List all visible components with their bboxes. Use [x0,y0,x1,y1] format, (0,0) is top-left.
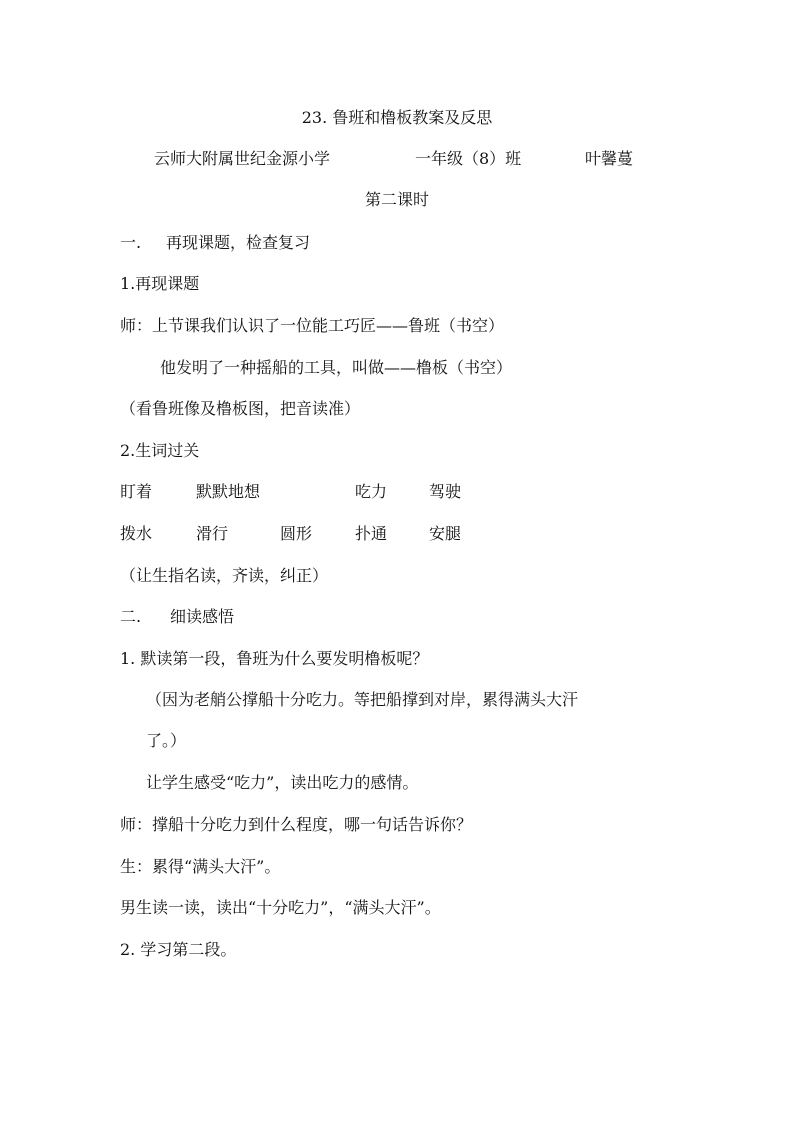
teacher-name: 叶馨蔓 [585,149,634,168]
paragraph-instruction-1: 让学生感受“吃力”，读出吃力的感情。 [146,773,419,792]
section-1-number: 一. [120,233,142,252]
vocab-word: 安腿 [429,524,462,543]
subheading-2: 2.生词过关 [120,441,200,460]
class-name: 一年级（8）班 [415,149,522,168]
vocab-word: 盯着 [120,482,153,501]
subheading-1: 1.再现课题 [120,274,200,293]
answer-1-line-1: （因为老艄公撑船十分吃力。等把船撑到对岸，累得满头大汗 [146,690,579,709]
section-1-heading: 再现课题，检查复习 [166,233,311,252]
paragraph-teacher-2: 他发明了一种摇船的工具，叫做——橹板（书空） [160,358,513,377]
school-name: 云师大附属世纪金源小学 [154,149,331,168]
vocab-word: 扑通 [355,524,388,543]
paragraph-note-2: （让生指名读，齐读，纠正） [120,566,329,585]
section-2-heading: 细读感悟 [170,607,235,626]
session-label: 第二课时 [364,190,429,209]
paragraph-teacher-3: 师：撑船十分吃力到什么程度，哪一句话告诉你？ [120,815,473,834]
vocab-word: 吃力 [355,482,388,501]
section-2-number: 二. [120,607,142,626]
vocab-word: 拨水 [120,524,153,543]
paragraph-teacher-1: 师：上节课我们认识了一位能工巧匠——鲁班（书空） [120,316,505,335]
paragraph-note-1: （看鲁班像及橹板图，把音读准） [120,399,361,418]
vocab-word: 默默地想 [196,482,261,501]
doc-title: 23. 鲁班和橹板教案及反思 [301,108,493,127]
question-2: 2. 学习第二段。 [120,940,237,959]
paragraph-instruction-2: 男生读一读，读出“十分吃力”，“满头大汗”。 [120,898,441,917]
vocab-word: 驾驶 [429,482,462,501]
question-1: 1. 默读第一段，鲁班为什么要发明橹板呢？ [120,649,429,668]
answer-1-line-2: 了。） [146,731,187,750]
paragraph-student-1: 生：累得“满头大汗”。 [120,857,281,876]
vocab-word: 圆形 [280,524,313,543]
vocab-word: 滑行 [196,524,229,543]
